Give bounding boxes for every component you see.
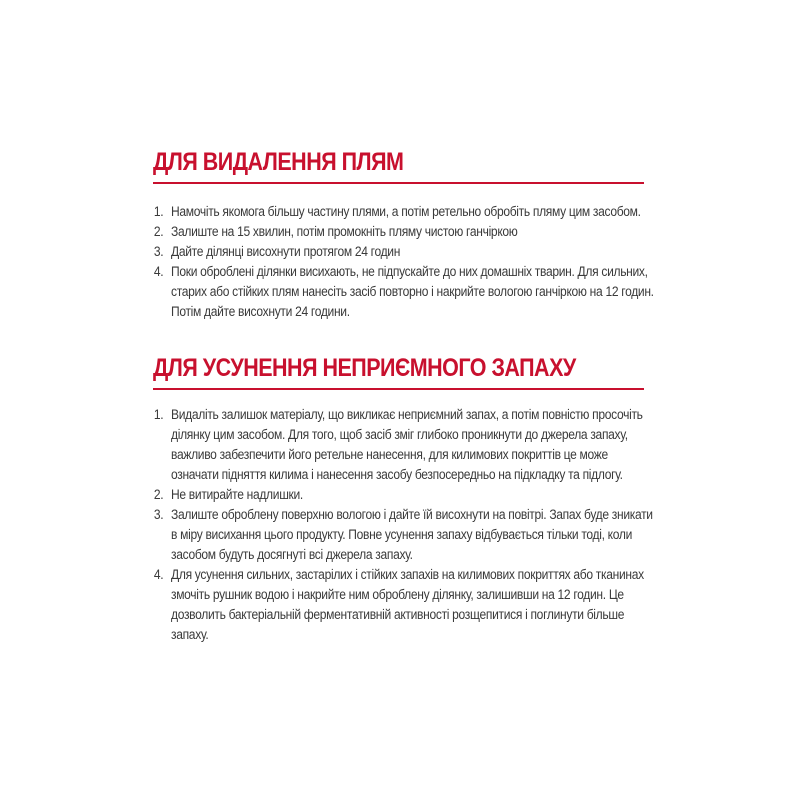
step-item [153, 262, 657, 322]
step-text: Не витирайте надлишки. [171, 487, 303, 502]
step-text: Залиште на 15 хвилин, потім промокніть пляму чистою ганчіркою [171, 224, 518, 239]
step-text: Намочіть якомога більшу частину плями, а потім ретельно обробіть пляму цим засобом. [171, 204, 641, 219]
step-text: Залиште оброблену поверхню вологою і дайте їй висохнути на повітрі. Запах буде зникати в міру висихання цього продукту. Повне усунення запаху відбувається тільки тоді, коли засобом будуть досягнуті всі джерела запаху. [171, 507, 653, 562]
section-divider [153, 388, 644, 390]
step-text: Поки оброблені ділянки висихають, не підпускайте до них домашніх тварин. Для сильних, старих або стійких плям нанесіть засіб повторно і накрийте вологою ганчіркою на 12 годин. Потім дайте висохнути 24 години. [171, 264, 654, 319]
step-number: 2. [153, 224, 164, 239]
step-number: 3. [153, 244, 164, 259]
step-item [153, 222, 657, 242]
step-number: 4. [153, 567, 164, 582]
step-item [153, 565, 657, 645]
step-text: Для усунення сильних, застарілих і стійких запахів на килимових покриттях або тканинах змочіть рушник водою і накрийте ним оброблену ділянку, залишивши на 12 годин. Це дозволить бактеріальній ферментативній активності розщепитися і поглинути більше запаху. [171, 567, 644, 642]
step-number: 4. [153, 264, 164, 279]
step-item [153, 405, 657, 485]
step-item [153, 485, 657, 505]
section-divider [153, 182, 644, 184]
step-text: Дайте ділянці висохнути протягом 24 годин [171, 244, 401, 259]
step-item [153, 242, 657, 262]
step-item [153, 202, 657, 222]
step-number: 1. [153, 204, 164, 219]
section-heading-stain-removal: ДЛЯ ВИДАЛЕННЯ ПЛЯМ [153, 148, 404, 176]
step-item [153, 505, 657, 565]
step-number: 2. [153, 487, 164, 502]
step-number: 1. [153, 407, 164, 422]
stain-removal-steps [153, 202, 713, 322]
odor-removal-steps [153, 405, 713, 645]
section-heading-odor-removal: ДЛЯ УСУНЕННЯ НЕПРИЄМНОГО ЗАПАХУ [153, 354, 576, 382]
step-number: 3. [153, 507, 164, 522]
step-text: Видаліть залишок матеріалу, що викликає неприємний запах, а потім повністю просочіть ділянку цим засобом. Для того, щоб засіб зміг глибоко проникнути до джерела запаху, важливо забезпечити його ретельне нанесення, для килимових покриттів це може означати підняття килима і нанесення засобу безпосередньо на підкладку та підлогу. [171, 407, 643, 482]
